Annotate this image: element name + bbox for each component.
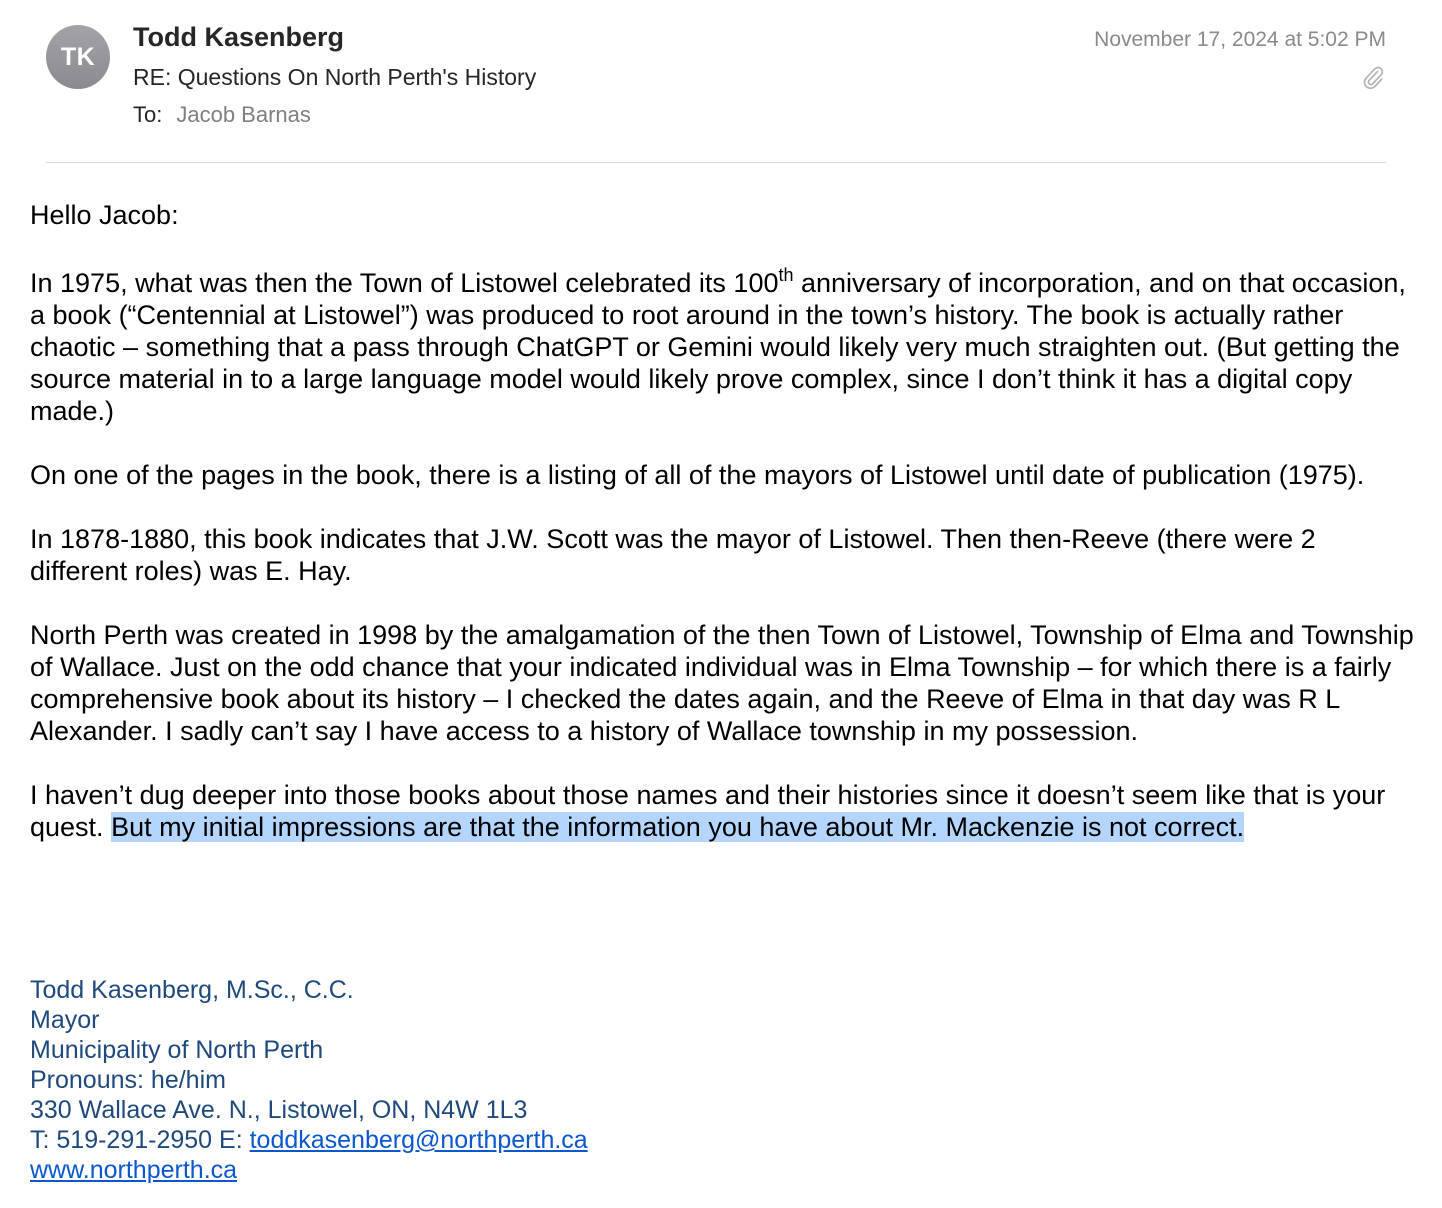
signature-organization: Municipality of North Perth <box>30 1036 324 1064</box>
signature-phone: T: 519-291-2950 E: <box>30 1126 250 1154</box>
message-subject: RE: Questions On North Perth's History <box>133 64 537 90</box>
signature-contact <box>30 1125 588 1155</box>
sender-name[interactable]: Todd Kasenberg <box>133 22 345 52</box>
paragraph-conclusion <box>30 779 1415 843</box>
paragraph-mayors-listing: On one of the pages in the book, there is a listing of all of the mayors of Listowel until date of publication (1975). <box>30 460 1365 490</box>
sender-avatar: TK <box>46 25 110 89</box>
signature-pronouns: Pronouns: he/him <box>30 1066 226 1094</box>
email-link[interactable]: toddkasenberg@northperth.ca <box>249 1126 588 1154</box>
paragraph-amalgamation: North Perth was created in 1998 by the amalgamation of the then Town of Listowel, Township of Elma and Township of Wallace. Just on the odd chance that your indicated individual was in Elma Township – for which there is a fairly comprehensive book about its history – I checked the dates again, and the Reeve of Elma in that day was R L Alexander. I sadly can’t say I have access to a history of Wallace township in my possession. <box>30 620 1414 746</box>
selected-text[interactable]: But my initial impressions are that the information you have about Mr. Mackenzie is not correct. <box>111 812 1245 842</box>
signature-name: Todd Kasenberg, M.Sc., C.C. <box>30 976 354 1004</box>
paragraph-centennial-rest: anniversary of incorporation, and on that occasion, a book (“Centennial at Listowel”) was produced to root around in the town’s history. The book is actually rather chaotic – something that a pass through ChatGPT or Gemini would likely very much straighten out. (But getting the source material in to a large language model would likely prove complex, since I don’t think it has a digital copy made.) <box>30 268 1406 426</box>
to-label: To: <box>133 102 163 127</box>
paragraph-1878-mayor: In 1878-1880, this book indicates that J.W. Scott was the mayor of Listowel. Then then-Reeve (there were 2 different roles) was E. Hay. <box>30 524 1316 586</box>
signature-website-row <box>30 1155 588 1185</box>
conclusion-plain-text: I haven’t dug deeper into those books about those names and their histories since it doesn’t seem like that is your quest. <box>30 780 1386 842</box>
signature-address: 330 Wallace Ave. N., Listowel, ON, N4W 1L3 <box>30 1096 528 1124</box>
paragraph-centennial-start: In 1975, what was then the Town of Listowel celebrated its 100 <box>30 268 779 298</box>
greeting: Hello Jacob: <box>30 200 179 230</box>
website-link[interactable]: www.northperth.ca <box>30 1156 238 1184</box>
ordinal-suffix: th <box>778 265 794 285</box>
message-date: November 17, 2024 at 5:02 PM <box>1094 28 1386 51</box>
header-divider <box>46 162 1386 163</box>
email-signature <box>30 975 588 1185</box>
message-body <box>30 199 1415 875</box>
paperclip-icon[interactable] <box>1362 64 1384 90</box>
recipient-name[interactable]: Jacob Barnas <box>176 102 311 127</box>
signature-title: Mayor <box>30 1006 100 1034</box>
message-header <box>0 0 1442 165</box>
paragraph-centennial <box>30 267 1415 427</box>
recipient-row <box>133 102 311 128</box>
